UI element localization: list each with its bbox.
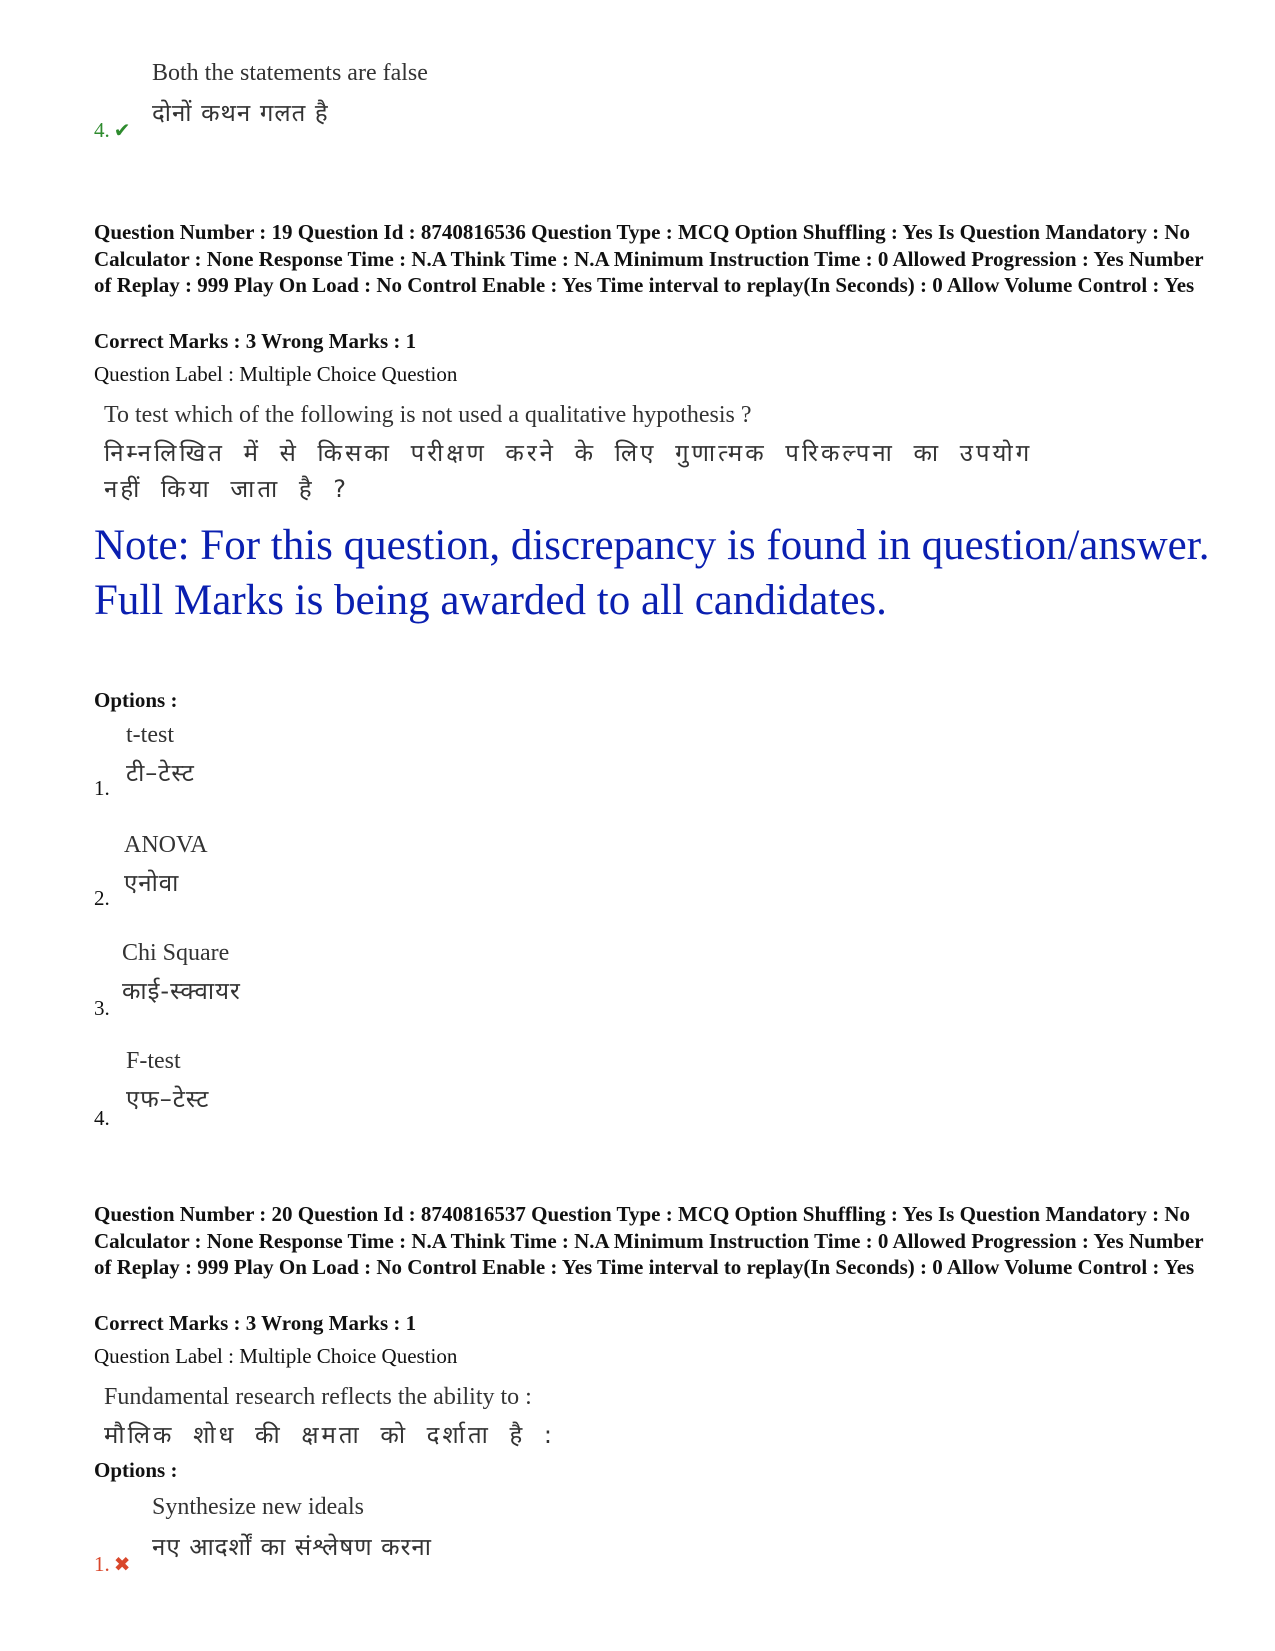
q20-option-1-number-row: [94, 1552, 131, 1577]
q19-option-3-number: 3.: [94, 996, 110, 1020]
check-icon: ✔: [113, 118, 131, 142]
q19-text-hi-1: निम्नलिखित में से किसका परीक्षण करने के लिए गुणात्मक परिकल्पना का उपयोग: [104, 439, 1033, 467]
q19-note: Note: For this question, discrepancy is found in question/answer. Full Marks is being awarded to all candidates.: [94, 522, 1210, 624]
q19-marks: Correct Marks : 3 Wrong Marks : 1: [94, 329, 417, 353]
q19-label: Question Label : Multiple Choice Question: [94, 362, 458, 386]
q20-meta: Question Number : 20 Question Id : 8740816537 Question Type : MCQ Option Shuffling : Yes Is Question Mandatory : No Calculator : None Response Time : N.A Think Time : N.A Minimum Instruction Time : 0 Allowed Progression : Yes Number of Replay : 999 Play On Load : No Control Enable : Yes Time interval to replay(In Seconds) : 0 Allow Volume Control : Yes: [94, 1202, 1204, 1279]
q19-option-4-hi: एफ–टेस्ट: [126, 1085, 210, 1113]
q20-option-1-hi: नए आदर्शों का संश्लेषण करना: [152, 1533, 432, 1561]
q20-options-heading: Options :: [94, 1458, 178, 1482]
q20-text-hi: मौलिक शोध की क्षमता को दर्शाता है :: [104, 1421, 555, 1449]
option-number: 4.: [94, 118, 110, 142]
q19-option-2-number: 2.: [94, 886, 110, 910]
q20-text-en: Fundamental research reflects the ability to :: [104, 1384, 532, 1410]
q19-option-3-en: Chi Square: [122, 940, 230, 966]
q19-option-1-number: 1.: [94, 776, 110, 800]
prev-option-4-number: [94, 118, 131, 143]
q19-option-1-en: t-test: [126, 722, 174, 748]
q19-option-2-hi: एनोवा: [124, 869, 180, 897]
q20-option-1-en: Synthesize new ideals: [152, 1494, 364, 1520]
q19-option-2-en: ANOVA: [124, 832, 208, 858]
option-number: 1.: [94, 1552, 110, 1576]
q19-text-hi-2: नहीं किया जाता है ?: [104, 475, 349, 503]
q19-meta: Question Number : 19 Question Id : 8740816536 Question Type : MCQ Option Shuffling : Yes Is Question Mandatory : No Calculator : None Response Time : N.A Think Time : N.A Minimum Instruction Time : 0 Allowed Progression : Yes Number of Replay : 999 Play On Load : No Control Enable : Yes Time interval to replay(In Seconds) : 0 Allow Volume Control : Yes: [94, 220, 1204, 297]
q19-text-en: To test which of the following is not used a qualitative hypothesis ?: [104, 402, 752, 428]
prev-option-4-en: Both the statements are false: [152, 60, 428, 86]
q20-label: Question Label : Multiple Choice Question: [94, 1344, 458, 1368]
cross-icon: ✖: [113, 1552, 131, 1576]
q19-option-3-hi: काई-स्क्वायर: [122, 977, 241, 1005]
q19-option-4-number: 4.: [94, 1106, 110, 1130]
q20-marks: Correct Marks : 3 Wrong Marks : 1: [94, 1311, 417, 1335]
q19-option-1-hi: टी–टेस्ट: [126, 759, 195, 787]
q19-option-4-en: F-test: [126, 1048, 181, 1074]
q19-options-heading: Options :: [94, 688, 178, 712]
prev-option-4-hi: दोनों कथन गलत है: [152, 99, 329, 127]
